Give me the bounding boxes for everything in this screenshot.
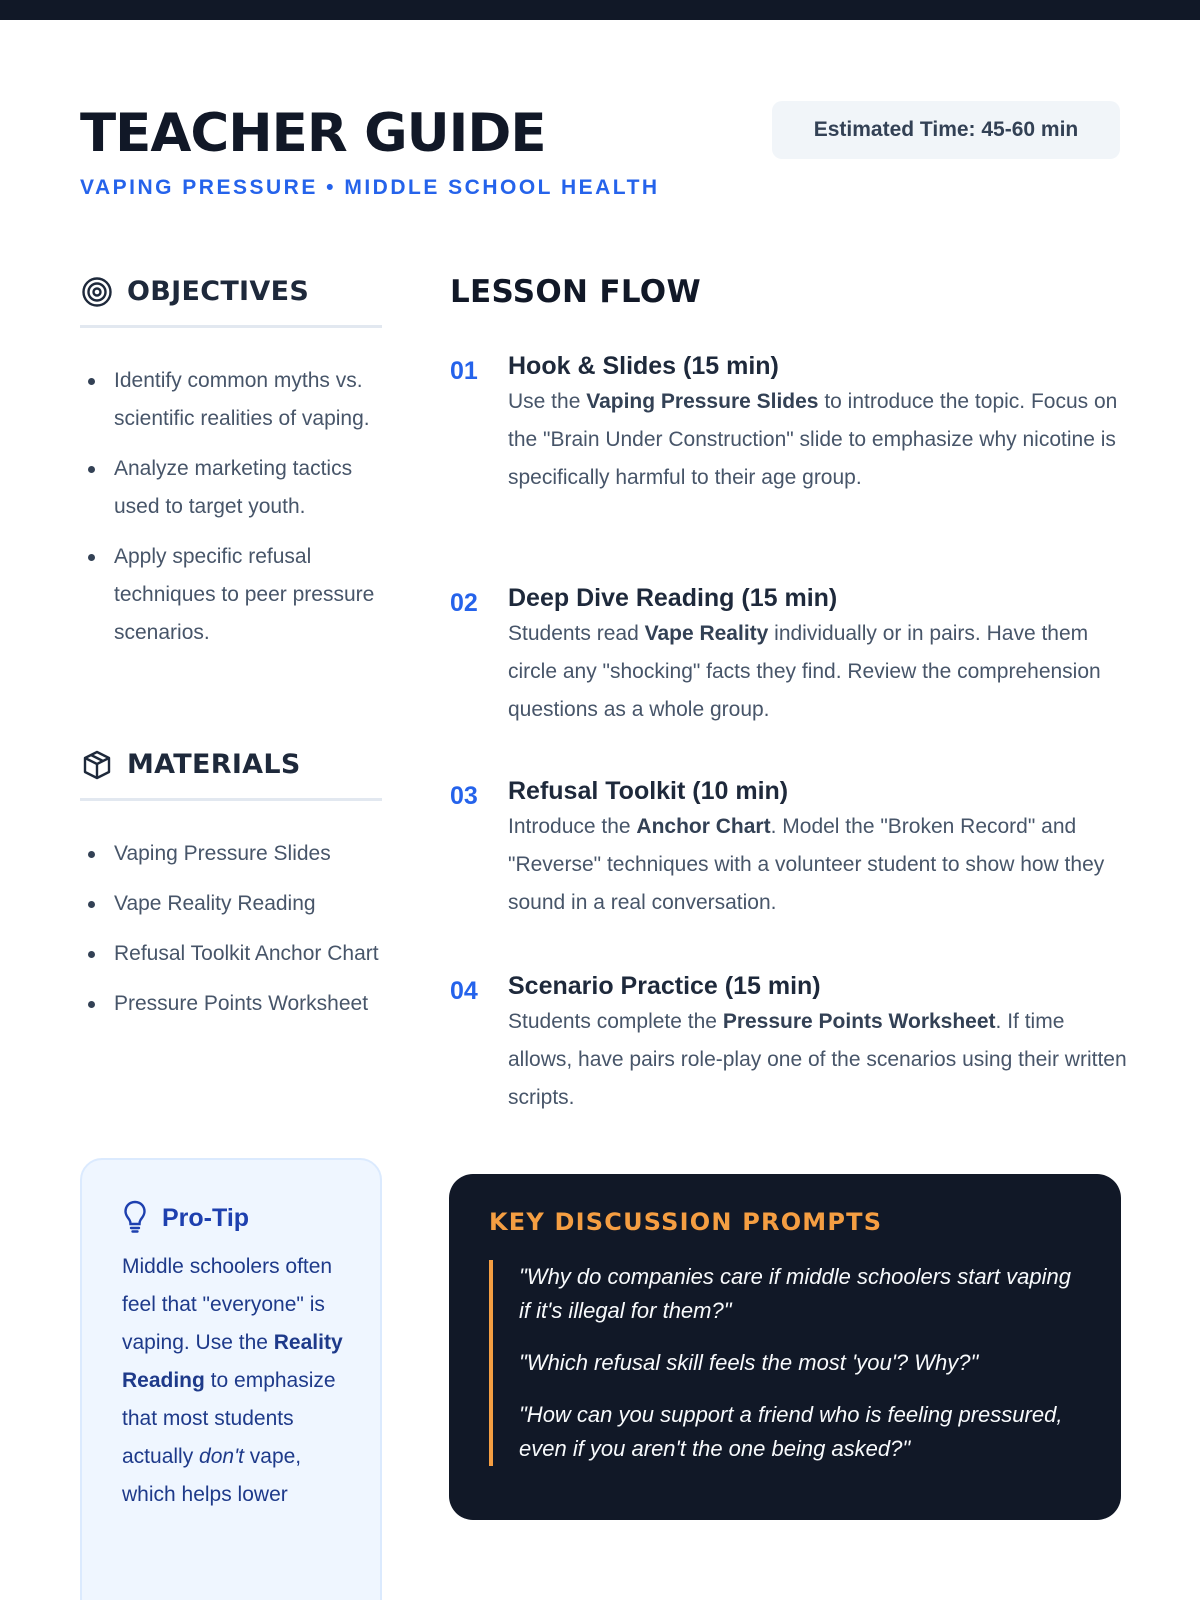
materials-heading: MATERIALS	[127, 749, 301, 780]
step-title: Deep Dive Reading (15 min)	[508, 584, 838, 612]
step-material-name: Vaping Pressure Slides	[586, 390, 819, 413]
pro-tip-italic: don't	[199, 1445, 244, 1468]
step-description-part: Use the	[508, 390, 587, 413]
step-description-part: . If time allows, have pairs role-play one of the scenarios using their written scripts.	[508, 1010, 1127, 1109]
lesson-flow-heading: LESSON FLOW	[450, 274, 701, 310]
step-title: Refusal Toolkit (10 min)	[508, 777, 789, 805]
pro-tip-text	[122, 1248, 352, 1514]
step-description-part: . Model the "Broken Record" and "Reverse" techniques with a volunteer student to show how they sound in a real conversation.	[508, 815, 1105, 914]
objectives-list	[86, 362, 386, 664]
pro-tip-text-part: Middle schoolers often feel that "everyone" is vaping. Use the	[122, 1255, 333, 1354]
pro-tip-text-part: to emphasize that most students actually	[122, 1369, 336, 1468]
step-title: Hook & Slides (15 min)	[508, 352, 779, 380]
discussion-prompt: "Why do companies care if middle schoolers start vaping if it's illegal for them?"	[519, 1264, 1071, 1323]
step-number: 02	[450, 589, 478, 617]
step-material-name: Pressure Points Worksheet	[722, 1010, 996, 1033]
discussion-prompts-list	[489, 1260, 1081, 1466]
objective-item: Analyze marketing tactics used to target youth.	[86, 450, 386, 526]
material-item: Pressure Points Worksheet	[86, 985, 386, 1023]
step-description-part: Students complete the	[508, 1010, 723, 1033]
objective-item: Apply specific refusal techniques to peer pressure scenarios.	[86, 538, 386, 652]
discussion-prompts-card	[449, 1174, 1121, 1520]
material-item: Refusal Toolkit Anchor Chart	[86, 935, 386, 973]
step-material-name: Vape Reality	[644, 622, 769, 645]
step-description-part: individually or in pairs. Have them circle any "shocking" facts they find. Review the comprehension questions as a whole group.	[508, 622, 1101, 721]
step-number: 01	[450, 357, 478, 385]
estimated-time-badge: Estimated Time: 45-60 min	[772, 101, 1120, 159]
lightbulb-icon	[122, 1199, 148, 1238]
page-subtitle: VAPING PRESSURE • MIDDLE SCHOOL HEALTH	[80, 176, 660, 199]
step-material-name: Anchor Chart	[636, 815, 771, 838]
discussion-prompt: "How can you support a friend who is feeling pressured, even if you aren't the one being asked?"	[519, 1402, 1063, 1461]
step-description-part: Students read	[508, 622, 645, 645]
step-description-part: Introduce the	[508, 815, 637, 838]
target-icon	[80, 275, 114, 309]
objectives-header	[80, 268, 382, 328]
materials-header	[80, 741, 382, 801]
step-title: Scenario Practice (15 min)	[508, 972, 821, 1000]
objective-item: Identify common myths vs. scientific realities of vaping.	[86, 362, 386, 438]
top-bar	[0, 0, 1200, 20]
pro-tip-heading: Pro-Tip	[162, 1203, 250, 1232]
step-number: 04	[450, 977, 478, 1005]
material-item: Vaping Pressure Slides	[86, 835, 386, 873]
pro-tip-bold: Reality Reading	[122, 1331, 343, 1392]
box-icon	[80, 748, 114, 782]
material-item: Vape Reality Reading	[86, 885, 386, 923]
pro-tip-header	[122, 1198, 352, 1238]
step-description	[508, 383, 1128, 497]
page-title: TEACHER GUIDE	[80, 103, 546, 164]
step-description	[508, 808, 1128, 922]
materials-list	[86, 835, 386, 1035]
step-description-part: to introduce the topic. Focus on the "Brain Under Construction" slide to emphasize why nicotine is specifically harmful to their age group.	[508, 390, 1118, 489]
step-description	[508, 615, 1128, 729]
pro-tip-text-part: vape, which helps lower	[122, 1445, 302, 1506]
step-description	[508, 1003, 1128, 1117]
pro-tip-card	[80, 1158, 382, 1600]
discussion-prompts-heading: KEY DISCUSSION PROMPTS	[489, 1208, 883, 1236]
objectives-heading: OBJECTIVES	[127, 276, 310, 307]
discussion-prompt: "Which refusal skill feels the most 'you'? Why?"	[519, 1350, 979, 1375]
step-number: 03	[450, 782, 478, 810]
